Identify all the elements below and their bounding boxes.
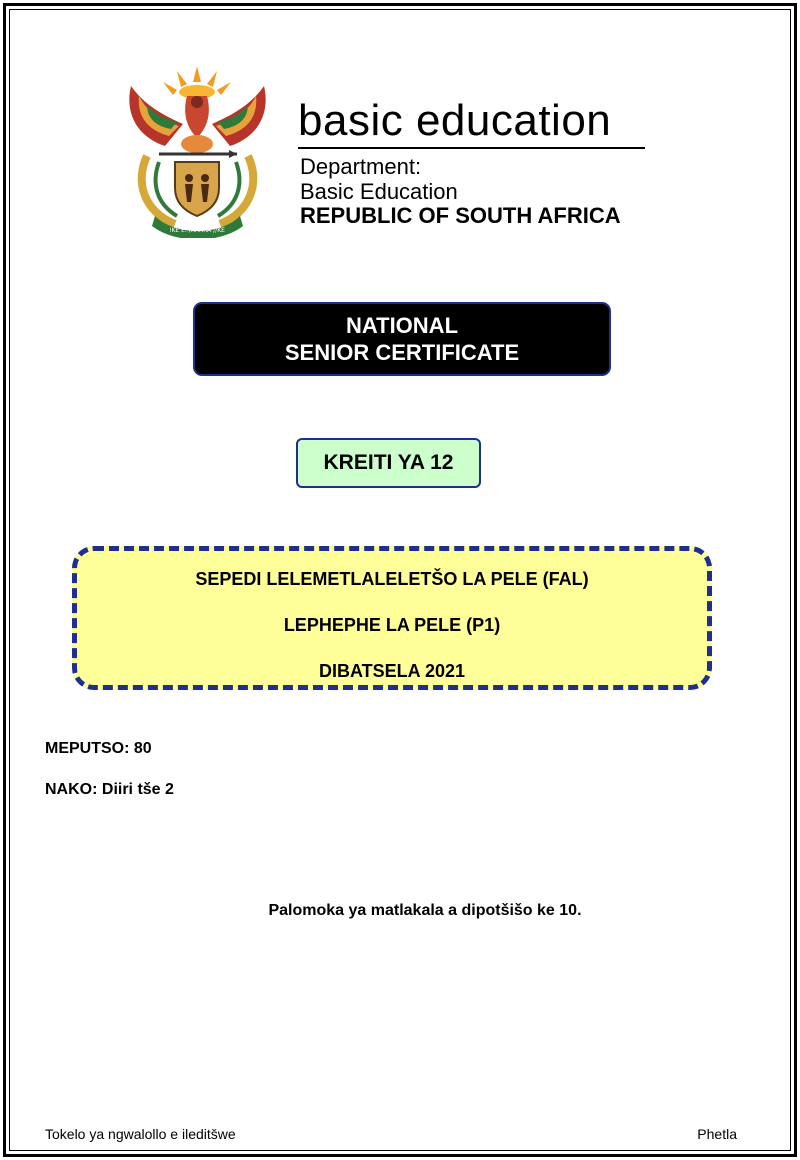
exam-session: DIBATSELA 2021 — [318, 661, 466, 681]
certificate-line2: SENIOR CERTIFICATE — [284, 340, 520, 365]
certificate-line1: NATIONAL — [345, 313, 459, 338]
country-name: REPUBLIC OF SOUTH AFRICA — [300, 203, 621, 228]
crest-motto: !KE E: /XARRA //KE — [169, 227, 225, 234]
brand-title: basic education — [298, 96, 612, 145]
brand-divider — [298, 147, 645, 149]
subject-panel — [72, 546, 712, 690]
total-marks: MEPUTSO: 80 — [45, 740, 152, 757]
south-africa-coat-of-arms-icon — [125, 66, 270, 238]
department-label: Department: — [300, 154, 422, 179]
department-name: Basic Education — [300, 179, 458, 204]
turn-over-label: Phetla — [697, 1126, 737, 1142]
grade-badge: KREITI YA 12 — [296, 438, 481, 488]
page-count-note: Palomoka ya matlakala a dipotšišo ke 10. — [268, 902, 582, 919]
subject-name: SEPEDI LELEMETLALELETŠO LA PELE (FAL) — [195, 569, 589, 589]
exam-duration: NAKO: Diiri tše 2 — [45, 781, 174, 798]
certificate-banner — [193, 302, 611, 376]
copyright-notice: Tokelo ya ngwalollo e ileditšwe — [45, 1126, 236, 1142]
paper-number: LEPHEPHE LA PELE (P1) — [283, 615, 501, 635]
